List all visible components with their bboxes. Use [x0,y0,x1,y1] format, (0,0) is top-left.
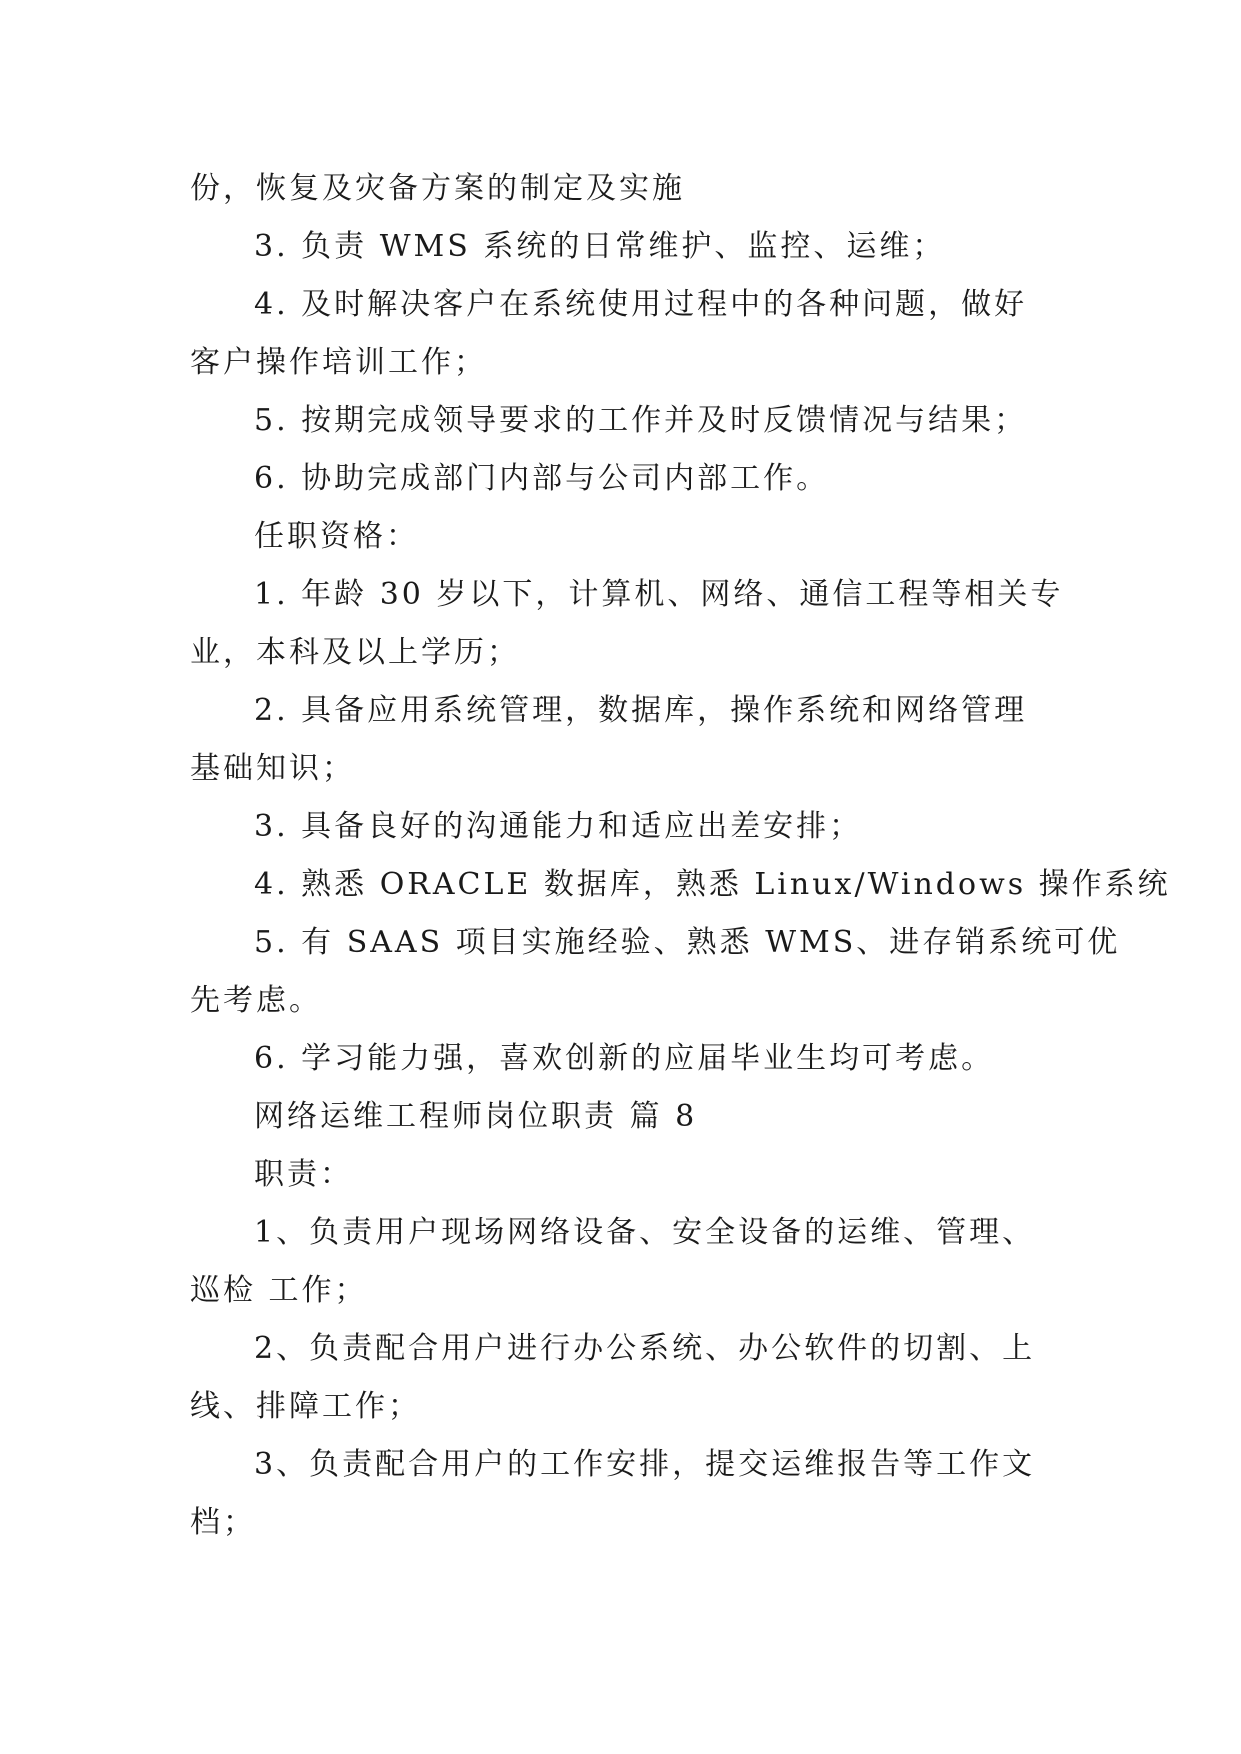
text-line: 6. 学习能力强，喜欢创新的应届毕业生均可考虑。 [254,1041,995,1076]
section-title: 网络运维工程师岗位职责 篇 8 [254,1099,698,1134]
text-line: 客户操作培训工作； [190,345,487,380]
text-line: 先考虑。 [190,983,322,1018]
text-line: 4. 熟悉 ORACLE 数据库，熟悉 Linux/Windows 操作系统 [254,867,1171,902]
text-line: 4. 及时解决客户在系统使用过程中的各种问题，做好 [254,287,1028,322]
text-line: 档； [190,1505,256,1540]
text-line: 1. 年龄 30 岁以下，计算机、网络、通信工程等相关专 [254,577,1064,612]
text-line: 份，恢复及灾备方案的制定及实施 [190,171,685,206]
text-line: 2、负责配合用户进行办公系统、办公软件的切割、上 [254,1331,1036,1366]
text-line: 6. 协助完成部门内部与公司内部工作。 [254,461,830,496]
text-line: 5. 有 SAAS 项目实施经验、熟悉 WMS、进存销系统可优 [254,925,1121,960]
text-line: 线、排障工作； [190,1389,421,1424]
section-heading: 职责： [254,1157,353,1192]
text-line: 3. 具备良好的沟通能力和适应出差安排； [254,809,863,844]
document-body [190,160,1171,1552]
text-line: 3、负责配合用户的工作安排，提交运维报告等工作文 [254,1447,1036,1482]
text-line: 3. 负责 WMS 系统的日常维护、监控、运维； [254,229,946,264]
text-line: 1、负责用户现场网络设备、安全设备的运维、管理、 [254,1215,1036,1250]
text-line: 业，本科及以上学历； [190,635,520,670]
text-line: 巡检 工作； [190,1273,368,1308]
text-line: 5. 按期完成领导要求的工作并及时反馈情况与结果； [254,403,1028,438]
text-line: 2. 具备应用系统管理，数据库，操作系统和网络管理 [254,693,1028,728]
text-line: 基础知识； [190,751,355,786]
section-heading: 任职资格： [254,519,419,554]
